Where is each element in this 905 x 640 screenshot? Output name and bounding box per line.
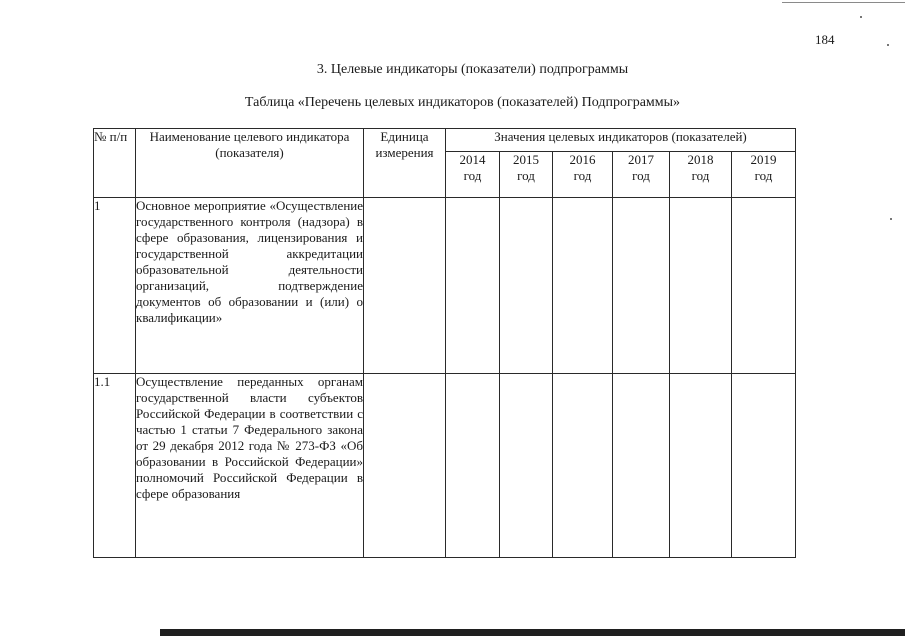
row-value-cell [732, 198, 796, 374]
header-year-2017: 2017 год [613, 152, 670, 198]
row-value-cell [670, 374, 732, 558]
header-year-2019: 2019 год [732, 152, 796, 198]
header-year-2018: 2018 год [670, 152, 732, 198]
row-value-cell [446, 374, 500, 558]
scan-speck [887, 44, 889, 46]
header-year-2015: 2015 год [500, 152, 553, 198]
scan-speck [890, 218, 892, 220]
row-number: 1 [94, 198, 136, 374]
row-value-cell [553, 374, 613, 558]
row-value-cell [613, 198, 670, 374]
indicators-table [93, 128, 796, 558]
row-value-cell [446, 198, 500, 374]
row-number: 1.1 [94, 374, 136, 558]
scan-artifact-bottom-bar [160, 629, 905, 636]
header-unit: Единица измерения [364, 129, 446, 198]
row-value-cell [613, 374, 670, 558]
header-indicator-values: Значения целевых индикаторов (показателей) [446, 129, 796, 152]
header-year-2016: 2016 год [553, 152, 613, 198]
row-indicator-name: Основное мероприятие «Осуществление государственного контроля (надзора) в сфере образования, лицензирования и государственной аккредитации образовательной деятельности организаций, подтверждение документов об образовании и (или) о квалификации» [136, 198, 364, 374]
page-number: 184 [815, 32, 835, 47]
row-value-cell [670, 198, 732, 374]
table-header-row [94, 129, 796, 152]
table-caption: Таблица «Перечень целевых индикаторов (показателей) Подпрограммы» [244, 95, 681, 110]
scan-speck [860, 16, 862, 18]
header-indicator-name: Наименование целевого индикатора (показателя) [136, 129, 364, 198]
row-indicator-name: Осуществление переданных органам государственной власти субъектов Российской Федерации в соответствии с частью 1 статьи 7 Федерального закона от 29 декабря 2012 года № 273-ФЗ «Об образовании в Российской Федерации» полномочий Российской Федерации в сфере образования [136, 374, 364, 558]
row-value-cell [732, 374, 796, 558]
row-unit-cell [364, 198, 446, 374]
row-value-cell [500, 198, 553, 374]
table-row [94, 198, 796, 374]
header-number: № п/п [94, 129, 136, 198]
row-value-cell [553, 198, 613, 374]
table-row [94, 374, 796, 558]
row-value-cell [500, 374, 553, 558]
scan-artifact-top-line [782, 2, 905, 3]
row-unit-cell [364, 374, 446, 558]
header-year-2014: 2014 год [446, 152, 500, 198]
section-title: 3. Целевые индикаторы (показатели) подпрограммы [316, 62, 629, 77]
